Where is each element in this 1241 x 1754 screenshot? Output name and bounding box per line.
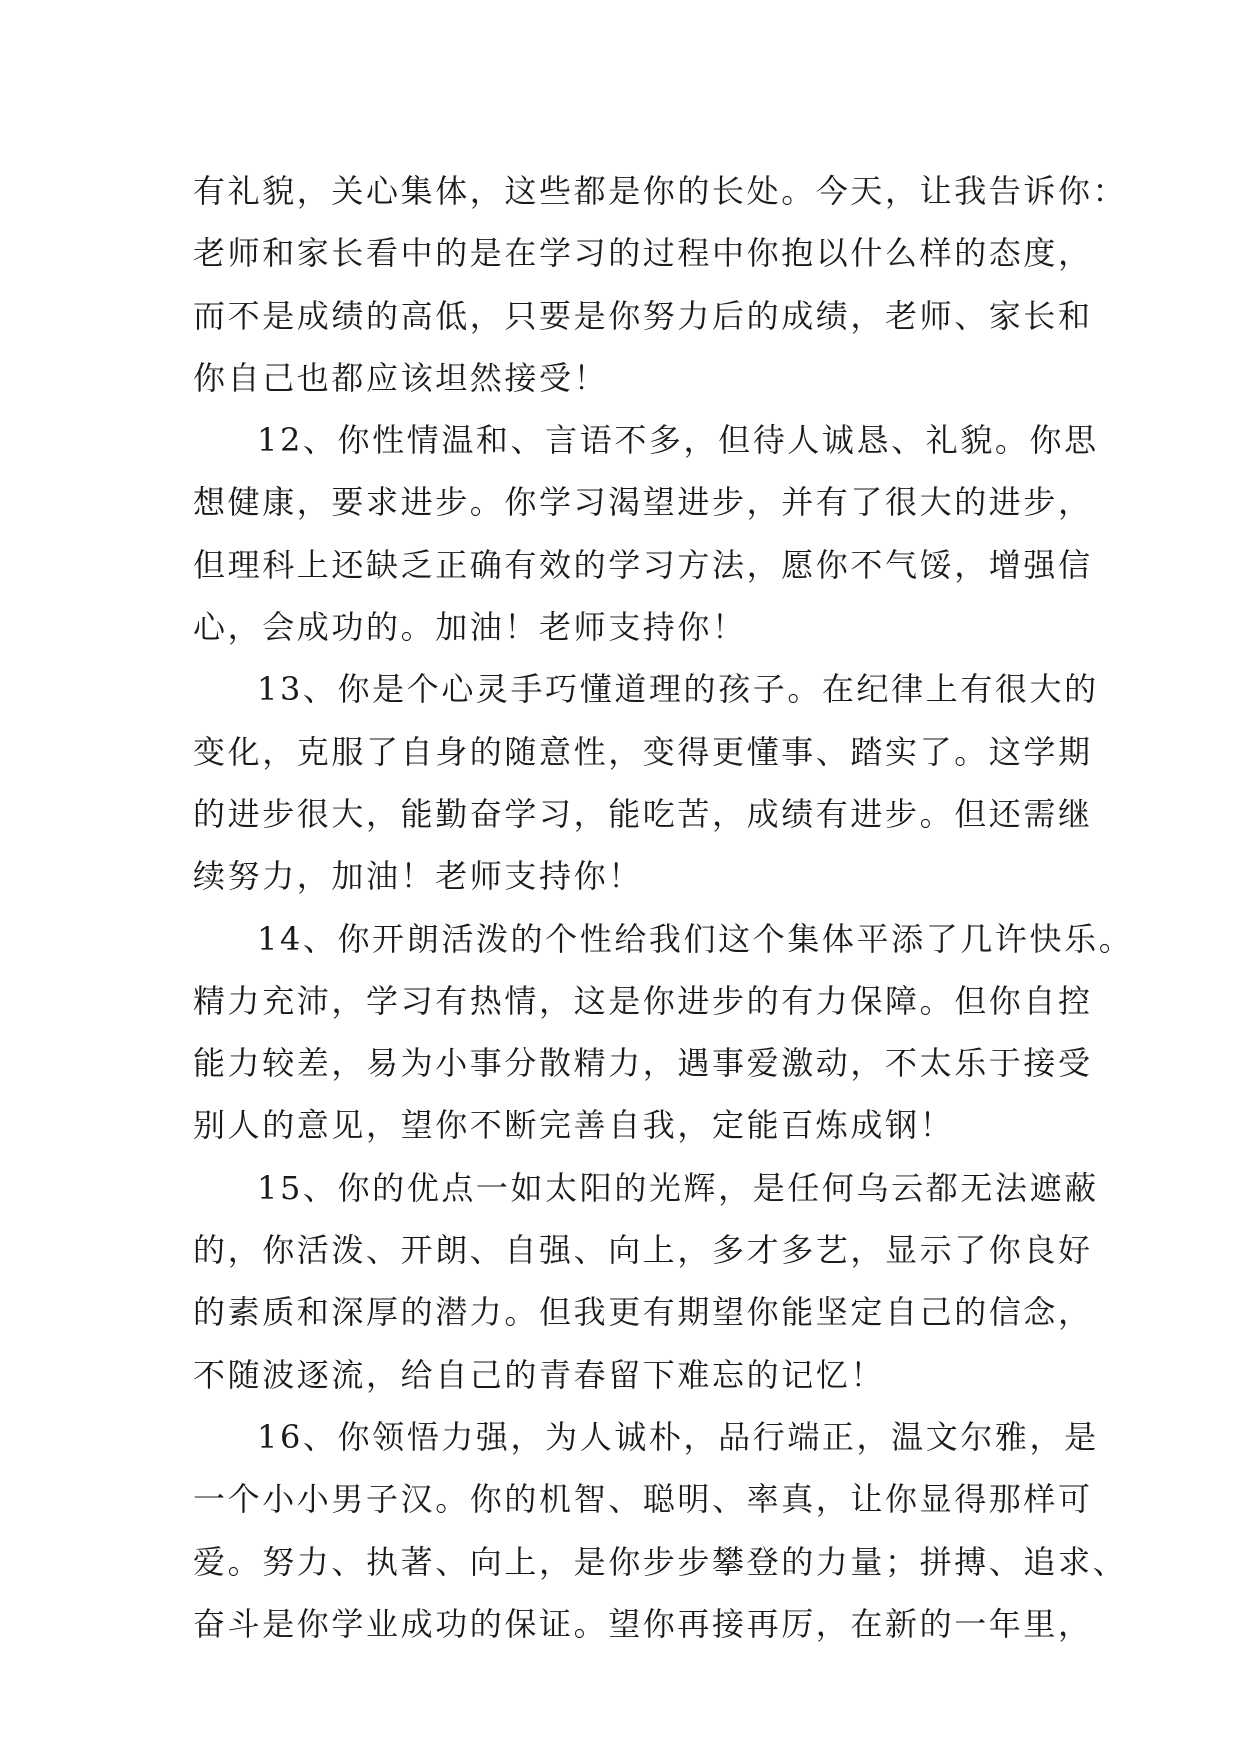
text-line: 12、你性情温和、言语不多，但待人诚恳、礼貌。你思 — [257, 421, 1099, 460]
text-line: 有礼貌，关心集体，这些都是你的长处。今天，让我告诉你： — [193, 172, 1128, 210]
text-line: 别人的意见，望你不断完善自我，定能百炼成钢！ — [193, 1106, 955, 1145]
paragraph-16 — [193, 1406, 1128, 1655]
text-line: 精力充沛，学习有热情，这是你进步的有力保障。但你自控 — [193, 981, 1093, 1020]
text-line: 想健康，要求进步。你学习渴望进步，并有了很大的进步， — [193, 483, 1093, 522]
text-line: 一个小小男子汉。你的机智、聪明、率真，让你显得那样可 — [193, 1480, 1093, 1519]
text-line: 但理科上还缺乏正确有效的学习方法，愿你不气馁，增强信 — [193, 545, 1093, 584]
text-line: 15、你的优点一如太阳的光辉，是任何乌云都无法遮蔽 — [257, 1168, 1099, 1207]
paragraph-15 — [193, 1157, 1099, 1406]
text-line: 的素质和深厚的潜力。但我更有期望你能坚定自己的信念， — [193, 1293, 1093, 1332]
text-line: 变化，克服了自身的随意性，变得更懂事、踏实了。这学期 — [193, 732, 1093, 771]
text-line: 14、你开朗活泼的个性给我们这个集体平添了几许快乐。 — [257, 919, 1134, 958]
paragraph-12 — [193, 409, 1099, 658]
text-line: 16、你领悟力强，为人诚朴，品行端正，温文尔雅，是 — [257, 1417, 1099, 1456]
text-line: 心，会成功的。加油！老师支持你！ — [193, 608, 747, 647]
text-line: 而不是成绩的高低，只要是你努力后的成绩，老师、家长和 — [193, 296, 1093, 335]
text-line: 的进步很大，能勤奋学习，能吃苦，成绩有进步。但还需继 — [193, 794, 1093, 833]
text-line: 不随波逐流，给自己的青春留下难忘的记忆！ — [193, 1355, 886, 1394]
text-line: 能力较差，易为小事分散精力，遇事爱激动，不太乐于接受 — [193, 1044, 1093, 1083]
document-body — [193, 160, 1134, 1655]
text-line: 续努力，加油！老师支持你！ — [193, 857, 643, 896]
text-line: 你自己也都应该坦然接受！ — [193, 358, 609, 397]
text-line: 奋斗是你学业成功的保证。望你再接再厉，在新的一年里， — [193, 1604, 1093, 1643]
text-line: 的，你活泼、开朗、自强、向上，多才多艺，显示了你良好 — [193, 1231, 1093, 1270]
text-line: 爱。努力、执著、向上，是你步步攀登的力量；拼搏、追求、 — [193, 1542, 1128, 1581]
text-line: 13、你是个心灵手巧懂道理的孩子。在纪律上有很大的 — [257, 670, 1099, 709]
text-line: 老师和家长看中的是在学习的过程中你抱以什么样的态度， — [193, 234, 1093, 273]
paragraph-11-continued — [193, 160, 1128, 409]
paragraph-13 — [193, 658, 1099, 907]
paragraph-14 — [193, 908, 1134, 1157]
